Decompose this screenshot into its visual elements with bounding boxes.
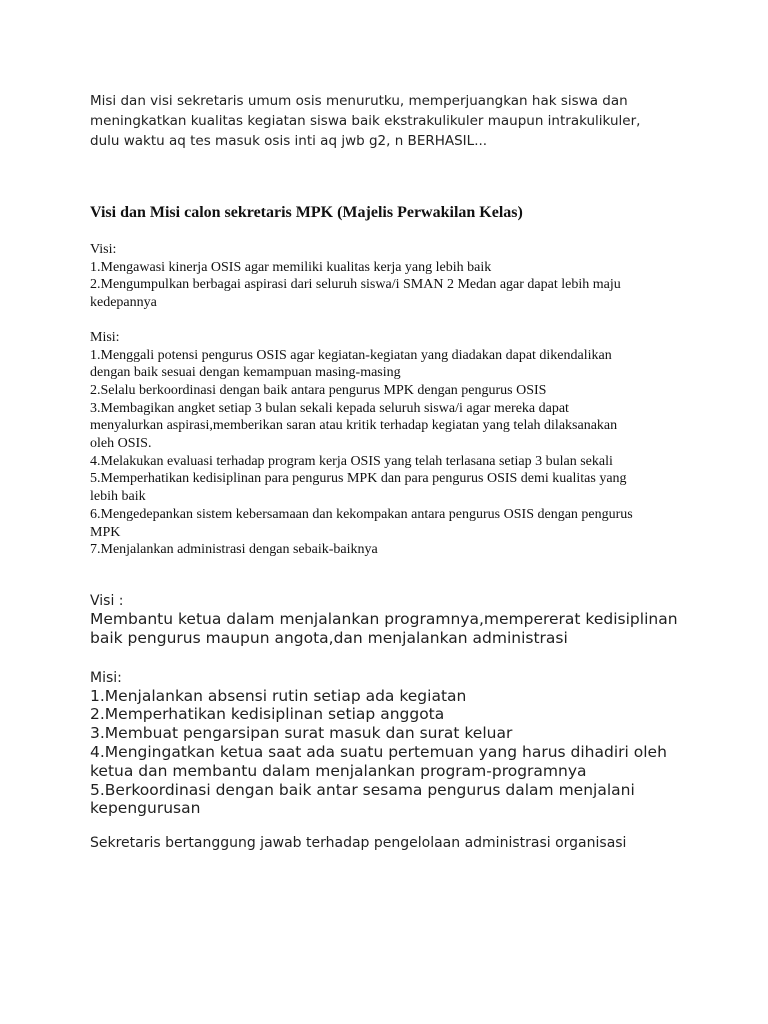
secretary-misi-line: kepengurusan — [90, 799, 201, 818]
intro-line: Misi dan visi sekretaris umum osis menurutku, memperjuangkan hak siswa dan — [90, 93, 628, 109]
mpk-misi-line: 7.Menjalankan administrasi dengan sebaik-baiknya — [90, 542, 378, 558]
secretary-misi-line: 5.Berkoordinasi dengan baik antar sesama pengurus dalam menjalani — [90, 780, 635, 799]
secretary-misi-line: 1.Menjalankan absensi rutin setiap ada kegiatan — [90, 686, 467, 705]
mpk-heading: Visi dan Misi calon sekretaris MPK (Majelis Perwakilan Kelas) — [90, 204, 523, 221]
secretary-misi-line: 2.Memperhatikan kedisiplinan setiap anggota — [90, 705, 445, 724]
secretary-misi-line: 4.Mengingatkan ketua saat ada suatu pertemuan yang harus dihadiri oleh — [90, 742, 667, 761]
mpk-misi-line: 6.Mengedepankan sistem kebersamaan dan kekompakan antara pengurus OSIS dengan pengurus — [90, 506, 633, 522]
mpk-misi-line: MPK — [90, 524, 121, 540]
intro-line: meningkatkan kualitas kegiatan siswa baik ekstrakulikuler maupun intrakulikuler, — [90, 113, 641, 129]
mpk-section — [90, 203, 690, 559]
mpk-visi-line: 1.Mengawasi kinerja OSIS agar memiliki kualitas kerja yang lebih baik — [90, 259, 492, 275]
secretary-visi-line: Membantu ketua dalam menjalankan programnya,mempererat kedisiplinan — [90, 610, 678, 628]
secretary-section — [90, 592, 730, 818]
intro-paragraph — [90, 91, 730, 151]
mpk-misi-line: oleh OSIS. — [90, 436, 152, 452]
mpk-misi-line: dengan baik sesuai dengan kemampuan masing-masing — [90, 365, 401, 381]
secretary-visi-line: baik pengurus maupun angota,dan menjalankan administrasi — [90, 628, 568, 647]
mpk-misi-line: lebih baik — [90, 489, 146, 505]
secretary-misi-line: 3.Membuat pengarsipan surat masuk dan surat keluar — [90, 724, 513, 743]
mpk-misi-label: Misi: — [90, 329, 120, 345]
secretary-misi-label: Misi: — [90, 669, 122, 686]
mpk-misi-line: 5.Memperhatikan kedisiplinan para pengurus MPK dan para pengurus OSIS demi kualitas yang — [90, 471, 627, 487]
mpk-misi-line: 1.Menggali potensi pengurus OSIS agar kegiatan-kegiatan yang diadakan dapat dikendalikan — [90, 347, 612, 363]
mpk-misi-line: 3.Membagikan angket setiap 3 bulan sekali kepada seluruh siswa/i agar mereka dapat — [90, 400, 569, 416]
mpk-visi-line: 2.Mengumpulkan berbagai aspirasi dari seluruh siswa/i SMAN 2 Medan agar dapat lebih maju — [90, 277, 621, 293]
mpk-misi-line: menyalurkan aspirasi,memberikan saran atau kritik terhadap kegiatan yang telah dilaksanakan — [90, 418, 618, 434]
closing-statement: Sekretaris bertanggung jawab terhadap pengelolaan administrasi organisasi — [90, 835, 627, 851]
mpk-visi-line: kedepannya — [90, 295, 157, 311]
secretary-visi-label: Visi : — [90, 593, 124, 609]
mpk-visi-label: Visi: — [90, 242, 117, 257]
intro-line: dulu waktu aq tes masuk osis inti aq jwb g2, n BERHASIL... — [90, 133, 488, 149]
secretary-misi-line: ketua dan membantu dalam menjalankan program-programnya — [90, 761, 587, 780]
mpk-misi-line: 4.Melakukan evaluasi terhadap program kerja OSIS yang telah terlasana setiap 3 bulan sekali — [90, 453, 613, 469]
mpk-misi-line: 2.Selalu berkoordinasi dengan baik antara pengurus MPK dengan pengurus OSIS — [90, 382, 547, 398]
